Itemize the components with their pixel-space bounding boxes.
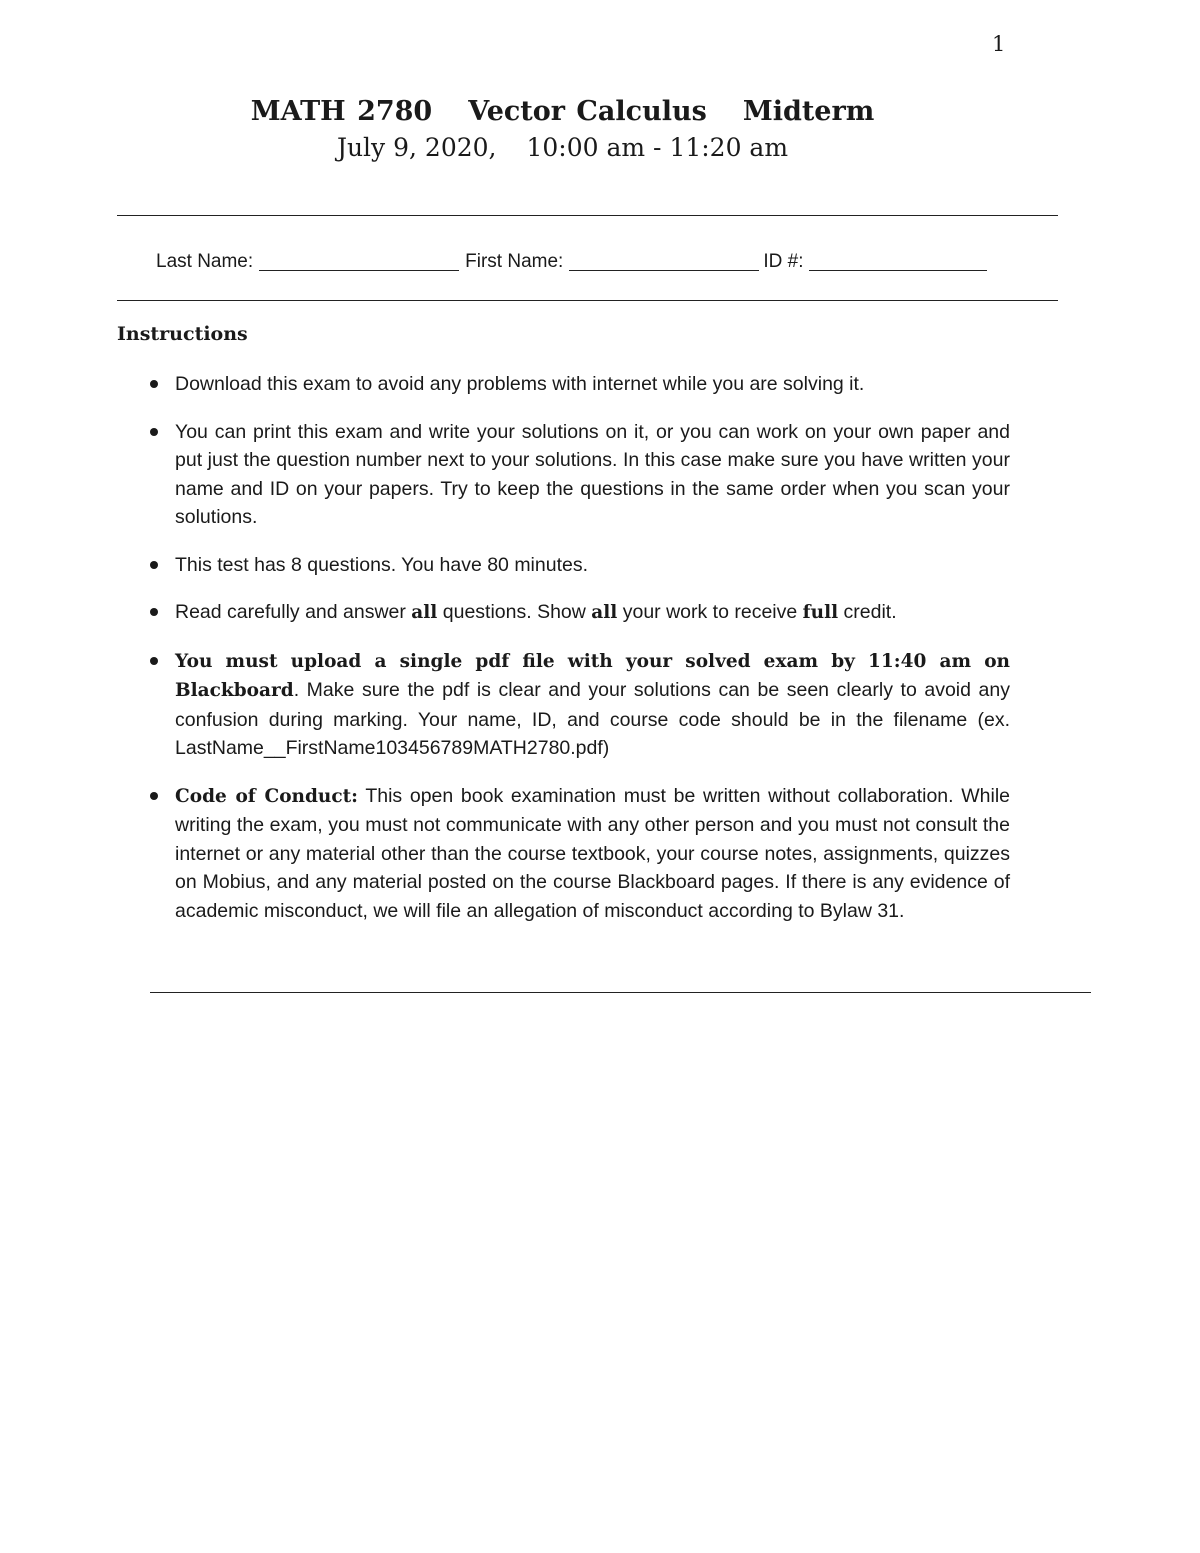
instruction-read-part3: your work to receive: [617, 601, 803, 623]
instruction-read-part2: questions. Show: [437, 601, 592, 623]
code-of-conduct-label: Code of Conduct:: [175, 785, 359, 807]
instruction-upload-rest: . Make sure the pdf is clear and your solutions can be seen clearly to avoid any confusion during marking. Your name, ID, and course code should be in the filename (ex. LastName__FirstName103456789MATH2780.pdf): [175, 679, 1010, 759]
divider-middle: [117, 300, 1058, 301]
student-info-fields: [156, 250, 1076, 273]
exam-time: 10:00 am - 11:20 am: [526, 133, 789, 162]
instruction-questions: This test has 8 questions. You have 80 minutes.: [175, 553, 589, 576]
list-item: [150, 370, 1010, 399]
bullet-icon: [150, 380, 158, 388]
list-item: [150, 551, 1010, 580]
exam-datetime: [0, 133, 1125, 162]
course-code: MATH 2780: [250, 96, 433, 127]
exam-header: [0, 96, 1125, 162]
exam-type: Midterm: [742, 96, 875, 127]
emphasis-full: full: [802, 602, 839, 623]
emphasis-all-2: all: [591, 602, 618, 623]
divider-bottom: [150, 992, 1091, 993]
instructions-heading: Instructions: [117, 323, 248, 345]
exam-title: [0, 96, 1125, 127]
exam-date: July 9, 2020,: [336, 133, 497, 162]
bullet-icon: [150, 428, 158, 436]
instruction-read-part1: Read carefully and answer: [175, 601, 412, 623]
instruction-download: Download this exam to avoid any problems with internet while you are solving it.: [175, 373, 865, 395]
list-item: [150, 647, 1010, 763]
divider-top: [117, 215, 1058, 216]
instruction-upload-bold: You must upload a single pdf file with your solved exam by 11:40 am on Blackboard: [175, 650, 1010, 701]
course-title: Vector Calculus: [468, 96, 707, 127]
emphasis-all-1: all: [411, 602, 438, 623]
instructions-list: [150, 370, 1010, 944]
id-blank[interactable]: [809, 250, 987, 271]
last-name-blank[interactable]: [259, 250, 459, 271]
bullet-icon: [150, 561, 158, 569]
last-name-label: Last Name:: [156, 251, 254, 272]
first-name-label: First Name:: [465, 251, 564, 272]
list-item: [150, 782, 1010, 926]
id-label: ID #:: [763, 251, 804, 272]
bullet-icon: [150, 792, 158, 800]
bullet-icon: [150, 657, 158, 665]
instruction-read-part4: credit.: [838, 601, 897, 623]
code-of-conduct-text: This open book examination must be written without collaboration. While writing the exam, you must not communicate with any other person and you must not consult the internet or any material other than the course textbook, your course notes, assignments, quizzes on Mobius, and any material posted on the course Blackboard pages. If there is any evidence of academic misconduct, we will file an allegation of misconduct according to Bylaw 31.: [175, 784, 1010, 922]
bullet-icon: [150, 608, 158, 616]
list-item: [150, 418, 1010, 532]
first-name-blank[interactable]: [569, 250, 759, 271]
page-number: 1: [992, 32, 1006, 56]
instruction-print: You can print this exam and write your solutions on it, or you can work on your own paper and put just the question number next to your solutions. In this case make sure you have written your name and ID on your papers. Try to keep the questions in the same order when you scan your solutions.: [175, 420, 1010, 528]
list-item: [150, 598, 1010, 628]
